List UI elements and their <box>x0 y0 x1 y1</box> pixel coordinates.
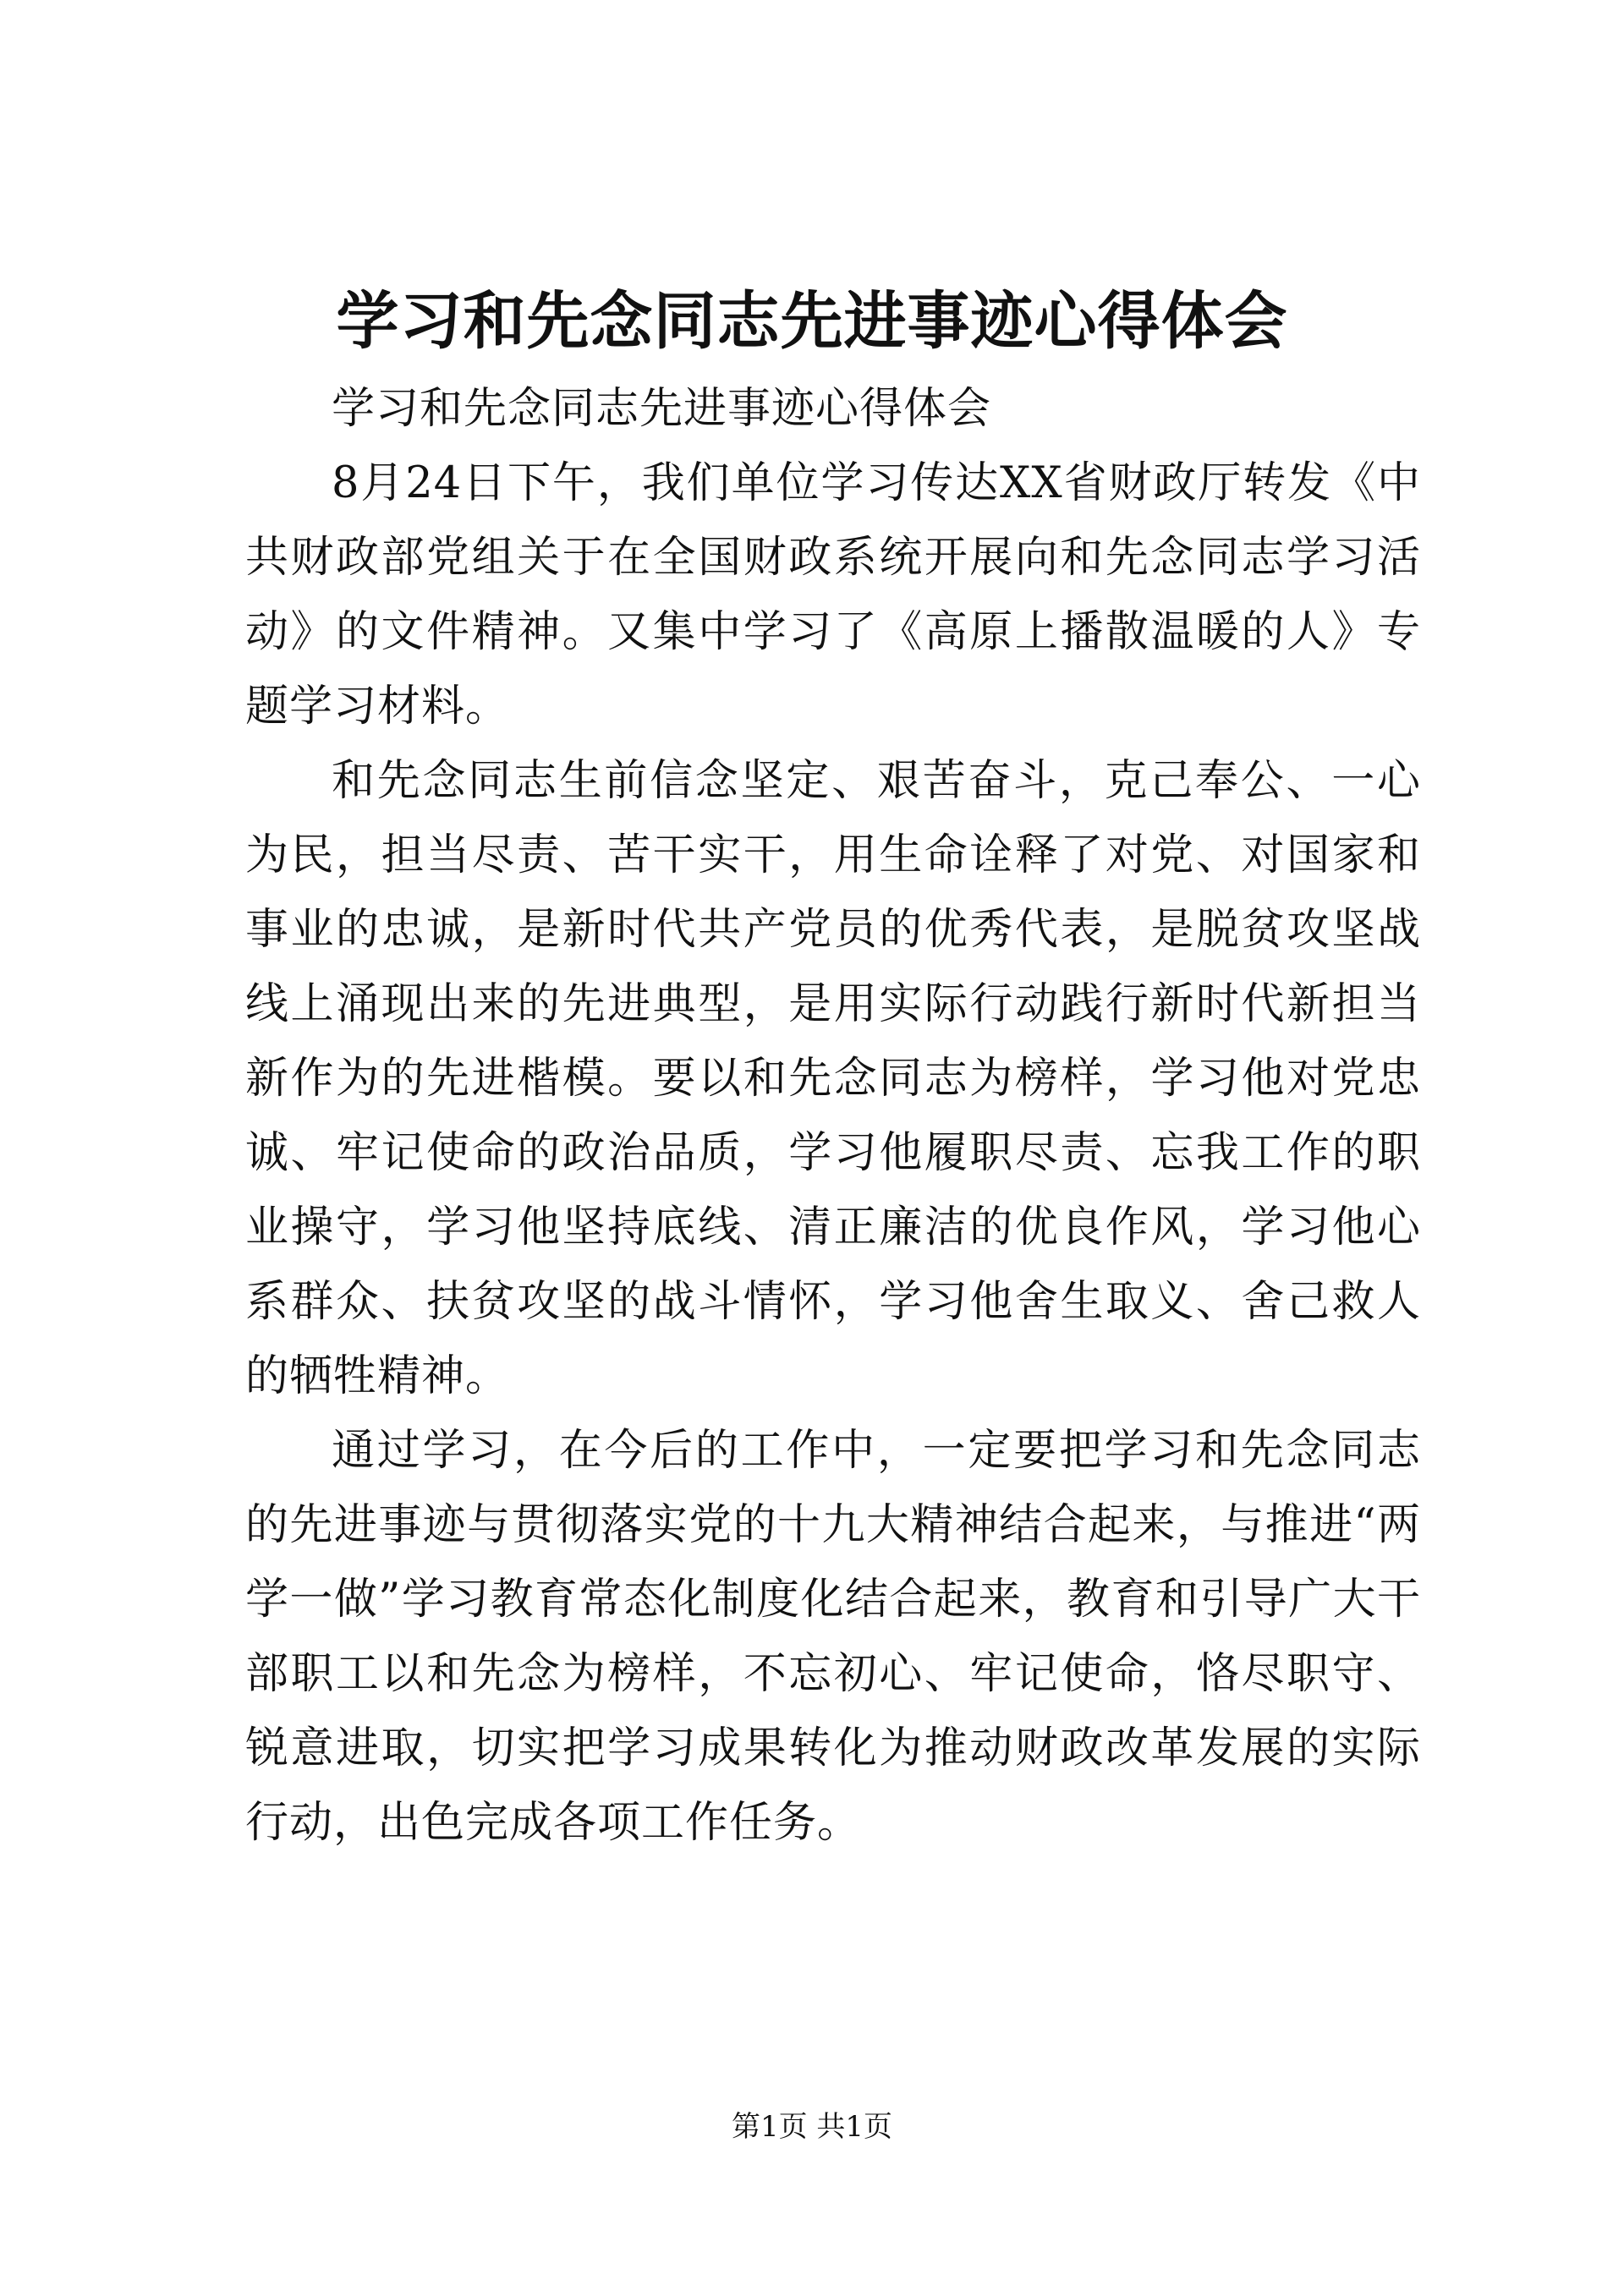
paragraph-exemplar: 和先念同志生前信念坚定、艰苦奋斗，克己奉公、一心为民，担当尽责、苦干实干，用生命诠释了对党、对国家和事业的忠诚，是新时代共产党员的优秀代表，是脱贫攻坚战线上涌现出来的先进典型，是用实际行动践行新时代新担当新作为的先进楷模。要以和先念同志为榜样，学习他对党忠诚、牢记使命的政治品质，学习他履职尽责、忘我工作的职业操守，学习他坚持底线、清正廉洁的优良作风，学习他心系群众、扶贫攻坚的战斗情怀，学习他舍生取义、舍己救人的牺牲精神。 <box>245 756 1421 1401</box>
document-body <box>245 372 1421 1860</box>
page-number-footer: 第1页 共1页 <box>731 2110 893 2144</box>
paragraph-subtitle: 学习和先念同志先进事迹心得体会 <box>332 384 992 434</box>
document-title: 学习和先念同志先进事迹心得体会 <box>336 285 1288 358</box>
paragraph-conclusion: 通过学习，在今后的工作中，一定要把学习和先念同志的先进事迹与贯彻落实党的十九大精神结合起来，与推进“两学一做”学习教育常态化制度化结合起来，教育和引导广大干部职工以和先念为榜样，不忘初心、牢记使命，恪尽职守、锐意进取，切实把学习成果转化为推动财政改革发展的实际行动，出色完成各项工作任务。 <box>245 1426 1421 1848</box>
paragraph-intro: 8月24日下午，我们单位学习传达XX省财政厅转发《中共财政部党组关于在全国财政系统开展向和先念同志学习活动》的文件精神。又集中学习了《高原上播散温暖的人》专题学习材料。 <box>245 458 1421 732</box>
